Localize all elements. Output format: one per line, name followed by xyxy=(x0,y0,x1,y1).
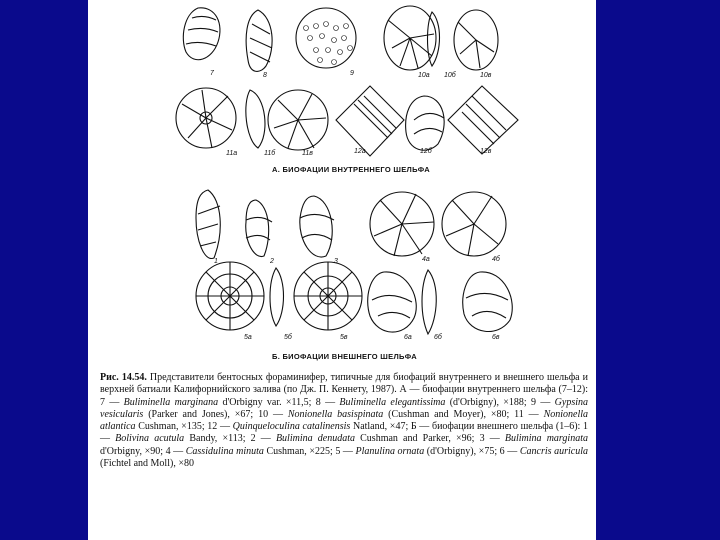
caption-text: Представители бентосных фораминифер, типичные для биофаций внутреннего и внешнего шельфа и верхней батиали Калифорнийского залива (по Дж. П. Кеннету, 1987). А — биофации внутреннего шельфа (7–12): 7 — xyxy=(100,372,589,408)
specimen-5 xyxy=(196,262,362,330)
species-name: Buliminella marginana xyxy=(123,396,219,408)
caption-text: (d'Orbigny), ×75; 6 — xyxy=(424,445,520,457)
label-6b: 6б xyxy=(434,334,442,341)
label-12b: 12б xyxy=(420,148,432,155)
caption-text: Cushman, ×225; 5 — xyxy=(263,445,356,457)
specimen-6 xyxy=(368,270,513,334)
caption-text: Cushman and Parker, ×96; 3 — xyxy=(354,433,505,445)
caption-title: Рис. 14.54. xyxy=(100,372,147,383)
label-5a: 5а xyxy=(244,334,252,341)
label-11b: 11б xyxy=(264,150,276,157)
caption-text: d'Orbigny, ×90; 4 — xyxy=(100,445,186,457)
specimen-2 xyxy=(246,200,272,257)
caption-text: (Fichtel and Moll), ×80 xyxy=(100,458,194,470)
specimen-11 xyxy=(176,88,328,150)
label-5b: 5б xyxy=(284,334,292,341)
label-5v: 5в xyxy=(340,334,348,341)
species-name: Buliminella elegantissima xyxy=(339,396,446,408)
specimen-7 xyxy=(183,8,220,60)
label-6v: 6в xyxy=(492,334,500,341)
label-10a: 10а xyxy=(418,72,430,79)
figure-caption xyxy=(100,372,588,470)
label-12v: 12в xyxy=(480,148,492,155)
caption-text: Bandy, ×113; 2 — xyxy=(184,433,276,445)
species-name: Nonionella atlantica xyxy=(100,408,589,433)
caption-text: (d'Orbigny), ×188; 9 — xyxy=(445,396,555,408)
species-name: Gypsina vesicularis xyxy=(100,396,588,420)
label-10b: 10б xyxy=(444,72,456,79)
label-11v: 11в xyxy=(302,150,313,157)
specimen-4 xyxy=(370,192,506,256)
caption-text: Cushman, ×135; 12 — xyxy=(135,421,233,433)
label-2: 2 xyxy=(270,258,274,265)
species-name: Planulina ornata xyxy=(355,445,425,457)
species-name: Cancris auricula xyxy=(519,445,588,457)
specimen-8 xyxy=(246,10,272,71)
label-3: 3 xyxy=(334,258,338,265)
document-page xyxy=(88,0,596,540)
specimen-1 xyxy=(196,190,220,258)
foraminifera-plate-figure xyxy=(88,0,596,360)
label-10v: 10в xyxy=(480,72,492,79)
label-7: 7 xyxy=(210,70,214,77)
caption-text: Natland, ×47; Б — биофации внешнего шельфа (1–6): 1 — xyxy=(100,421,588,445)
section-b-heading: Б. БИОФАЦИИ ВНЕШНЕГО ШЕЛЬФА xyxy=(272,352,417,361)
caption-text: (Parker and Jones), ×67; 10 — xyxy=(143,408,288,420)
species-name: Nonionella basispinata xyxy=(287,408,384,420)
label-12a: 12а xyxy=(354,148,366,155)
species-name: Bulimina denudata xyxy=(275,433,355,445)
species-name: Bolivina acutula xyxy=(115,433,185,445)
specimen-3 xyxy=(300,196,334,257)
label-6a: 6а xyxy=(404,334,412,341)
label-11a: 11а xyxy=(226,150,238,157)
label-8: 8 xyxy=(263,72,267,79)
label-1: 1 xyxy=(214,258,218,265)
species-name: Cassidulina minuta xyxy=(185,445,264,457)
section-a-heading: А. БИОФАЦИИ ВНУТРЕННЕГО ШЕЛЬФА xyxy=(272,165,430,174)
species-name: Bulimina marginata xyxy=(504,433,588,445)
label-4a: 4а xyxy=(422,256,430,263)
specimen-12 xyxy=(336,86,518,156)
specimen-10 xyxy=(384,6,498,70)
label-9: 9 xyxy=(350,70,354,77)
caption-text: d'Orbigny var. ×11,5; 8 — xyxy=(218,396,340,408)
caption-text: (Cushman and Moyer), ×80; 11 — xyxy=(383,408,544,420)
label-4b: 4б xyxy=(492,256,500,263)
species-name: Quinqueloculina catalinensis xyxy=(232,421,351,433)
specimen-9 xyxy=(296,8,356,68)
